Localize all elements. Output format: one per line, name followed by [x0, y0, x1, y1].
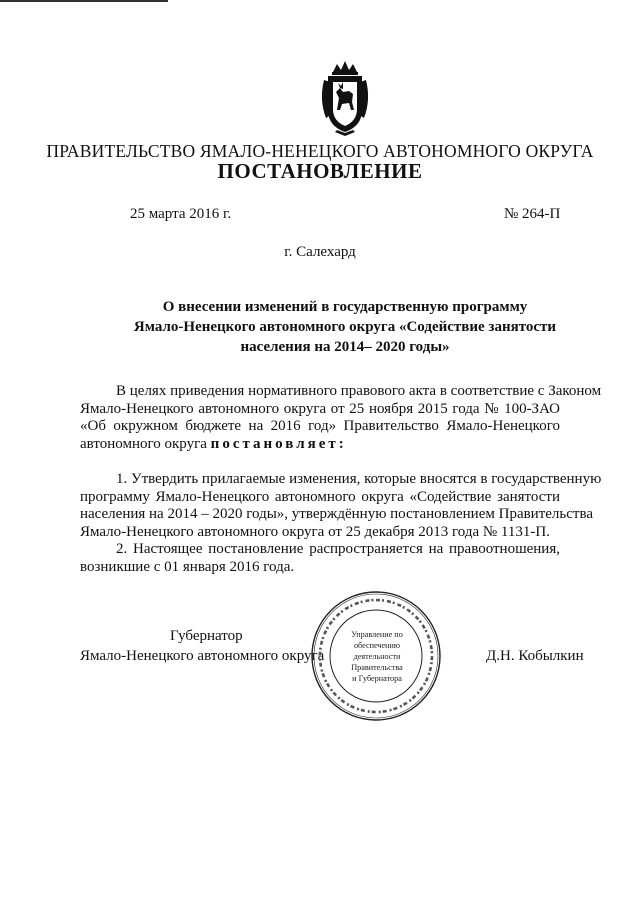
document-date: 25 марта 2016 г. [130, 206, 232, 222]
text-line: программу Ямало-Ненецкого автономного округа «Содействие занятости [80, 488, 560, 505]
stamp-line: обеспечению [353, 641, 401, 650]
text-line: В целях приведения нормативного правового акта в соответствие с Законом [116, 383, 602, 399]
text-fragment: автономного округа [80, 435, 207, 452]
document-title [130, 297, 560, 357]
signatory-title: Губернатор [170, 628, 243, 644]
decree-keyword: постановляет: [210, 435, 347, 452]
official-stamp [309, 589, 443, 723]
title-line: Ямало-Ненецкого автономного округа «Содействие занятости [133, 319, 557, 335]
organization-name: ПРАВИТЕЛЬСТВО ЯМАЛО-НЕНЕЦКОГО АВТОНОМНОГО ОКРУГА [46, 141, 594, 161]
signatory-name: Д.Н. Кобылкин [486, 648, 584, 664]
title-line: населения на 2014– 2020 годы» [240, 339, 450, 355]
text-line: 1. Утвердить прилагаемые изменения, которые вносятся в государственную [116, 471, 602, 487]
document-number: № 264-П [504, 206, 561, 222]
text-line: Ямало-Ненецкого автономного округа от 25 ноября 2015 года № 100-ЗАО [80, 400, 560, 417]
stamp-line: Правительства [351, 663, 403, 672]
stamp-line: и Губернатора [352, 674, 402, 683]
top-edge-line [0, 0, 168, 2]
text-line [80, 436, 560, 454]
document-type: ПОСТАНОВЛЕНИЕ [217, 159, 423, 183]
coat-of-arms-emblem [316, 58, 374, 138]
decree-items [80, 471, 602, 576]
signatory-office: Ямало-Ненецкого автономного округа [80, 648, 325, 664]
city: г. Салехард [284, 244, 356, 260]
preamble-paragraph [80, 383, 602, 453]
stamp-line: деятельности [353, 652, 401, 661]
text-line: возникшие с 01 января 2016 года. [80, 558, 295, 575]
text-line: населения на 2014 – 2020 годы», утверждённую постановлением Правительства [80, 506, 594, 522]
text-line: 2. Настоящее постановление распространяется на правоотношения, [116, 541, 560, 557]
text-line: «Об окружном бюджете на 2016 год» Правительство Ямало-Ненецкого [80, 418, 560, 434]
stamp-line: Управление по [351, 630, 403, 639]
title-line: О внесении изменений в государственную программу [162, 299, 528, 315]
text-line: Ямало-Ненецкого автономного округа от 25 декабря 2013 года № 1131-П. [80, 523, 550, 540]
